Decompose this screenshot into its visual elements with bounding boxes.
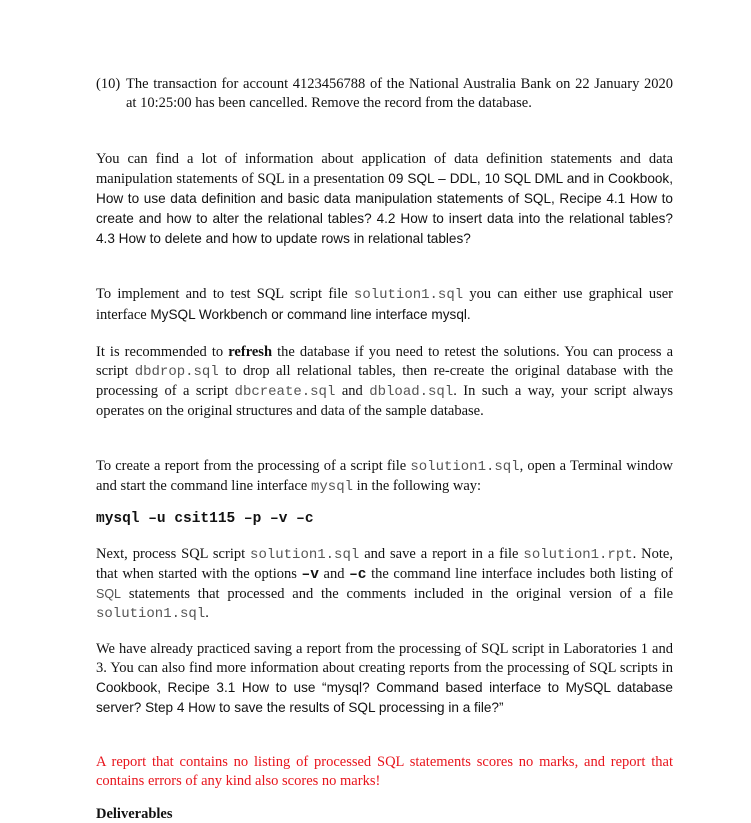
p1-references: 09 SQL – DDL, 10 SQL DML and in Cookbook, How to use data definition and basic data manipulation statements of SQL, Recipe 4.1 How to create and how to alter the relational tables? 4.2 How to insert data into the relational tables? 4.3 How to delete and how to update rows in relational tables? [96, 171, 674, 246]
paragraph-refresh [96, 343, 673, 421]
p5-text-g: . [205, 605, 209, 621]
p5-text-f: statements that processed and the comments included in the original version of a file [128, 586, 674, 602]
p5-option-v: –v [301, 567, 319, 583]
p3-file-dbcreate: dbcreate.sql [234, 384, 336, 400]
p4-filename: solution1.sql [410, 459, 520, 475]
paragraph-practiced [96, 640, 673, 718]
p2-filename: solution1.sql [353, 287, 464, 303]
p5-file-rpt: solution1.rpt [523, 547, 633, 563]
paragraph-report [96, 457, 673, 497]
p5-sql: SQL [96, 587, 122, 601]
p5-text-a: Next, process SQL script [96, 546, 246, 562]
warning-text: A report that contains no listing of processed SQL statements scores no marks, and report that contains errors of any kind also scores no marks! [96, 754, 673, 789]
p3-text-e: . In such a way, your script always operates on the original structures and data of the sample database. [96, 383, 673, 419]
p4-text-c: in the following way: [356, 478, 482, 494]
p5-file-sql: solution1.sql [250, 547, 360, 563]
command-line: mysql –u csit115 –p –v –c [96, 511, 314, 527]
p5-text-d: and [323, 566, 345, 582]
item-text: The transaction for account 4123456788 of the National Australia Bank on 22 January 2020 at 10:25:00 has been cancelled. Remove the record from the database. [126, 76, 673, 111]
p6-text-a: We have already practiced saving a report from the processing of SQL script in Laboratories 1 and 3. You can also find more information about creating reports from the processing of SQL scripts in [96, 641, 673, 676]
p3-bold-refresh: refresh [228, 344, 273, 360]
p3-text-a: It is recommended to [96, 344, 224, 360]
p3-text-c: to drop all relational tables, then re-create the original database with the processing of a script [96, 363, 674, 399]
p4-tool: mysql [311, 479, 354, 495]
p2-text-a: To implement and to test SQL script file [96, 286, 348, 302]
p5-text-b: and save a report in a file [364, 546, 519, 562]
p3-text-b: the database if you need to retest the solutions. You can process a script [96, 344, 674, 379]
p3-file-dbload: dbload.sql [369, 384, 454, 400]
deliverables-heading: Deliverables [96, 806, 173, 822]
p3-file-dbdrop: dbdrop.sql [134, 364, 219, 380]
p4-text-a: To create a report from the processing of a script file [96, 458, 407, 474]
p5-option-c: –c [349, 567, 367, 583]
item-number: (10) [96, 76, 121, 92]
p1-text: You can find a lot of information about application of data definition statements and data manipulation statements of SQL in a presentation [96, 151, 673, 187]
paragraph-implement [96, 285, 673, 325]
p2-text-b: you can either use graphical user interface [96, 286, 674, 323]
p2-tools: MySQL Workbench or command line interface mysql. [150, 307, 471, 322]
p5-text-c: . Note, that when started with the options [96, 546, 673, 582]
p5-text-e: the command line interface includes both listing of [371, 566, 673, 582]
exercise-item-10 [96, 75, 673, 113]
p5-file-sql-2: solution1.sql [96, 606, 206, 622]
p3-text-d: and [341, 383, 363, 399]
p4-text-b: , open a Terminal window and start the command line interface [96, 458, 674, 494]
p6-references: Cookbook, Recipe 3.1 How to use “mysql? Command based interface to MySQL database server? Step 4 How to save the results of SQL processing in a file?” [96, 680, 673, 715]
paragraph-references [96, 150, 673, 249]
paragraph-process [96, 545, 673, 624]
